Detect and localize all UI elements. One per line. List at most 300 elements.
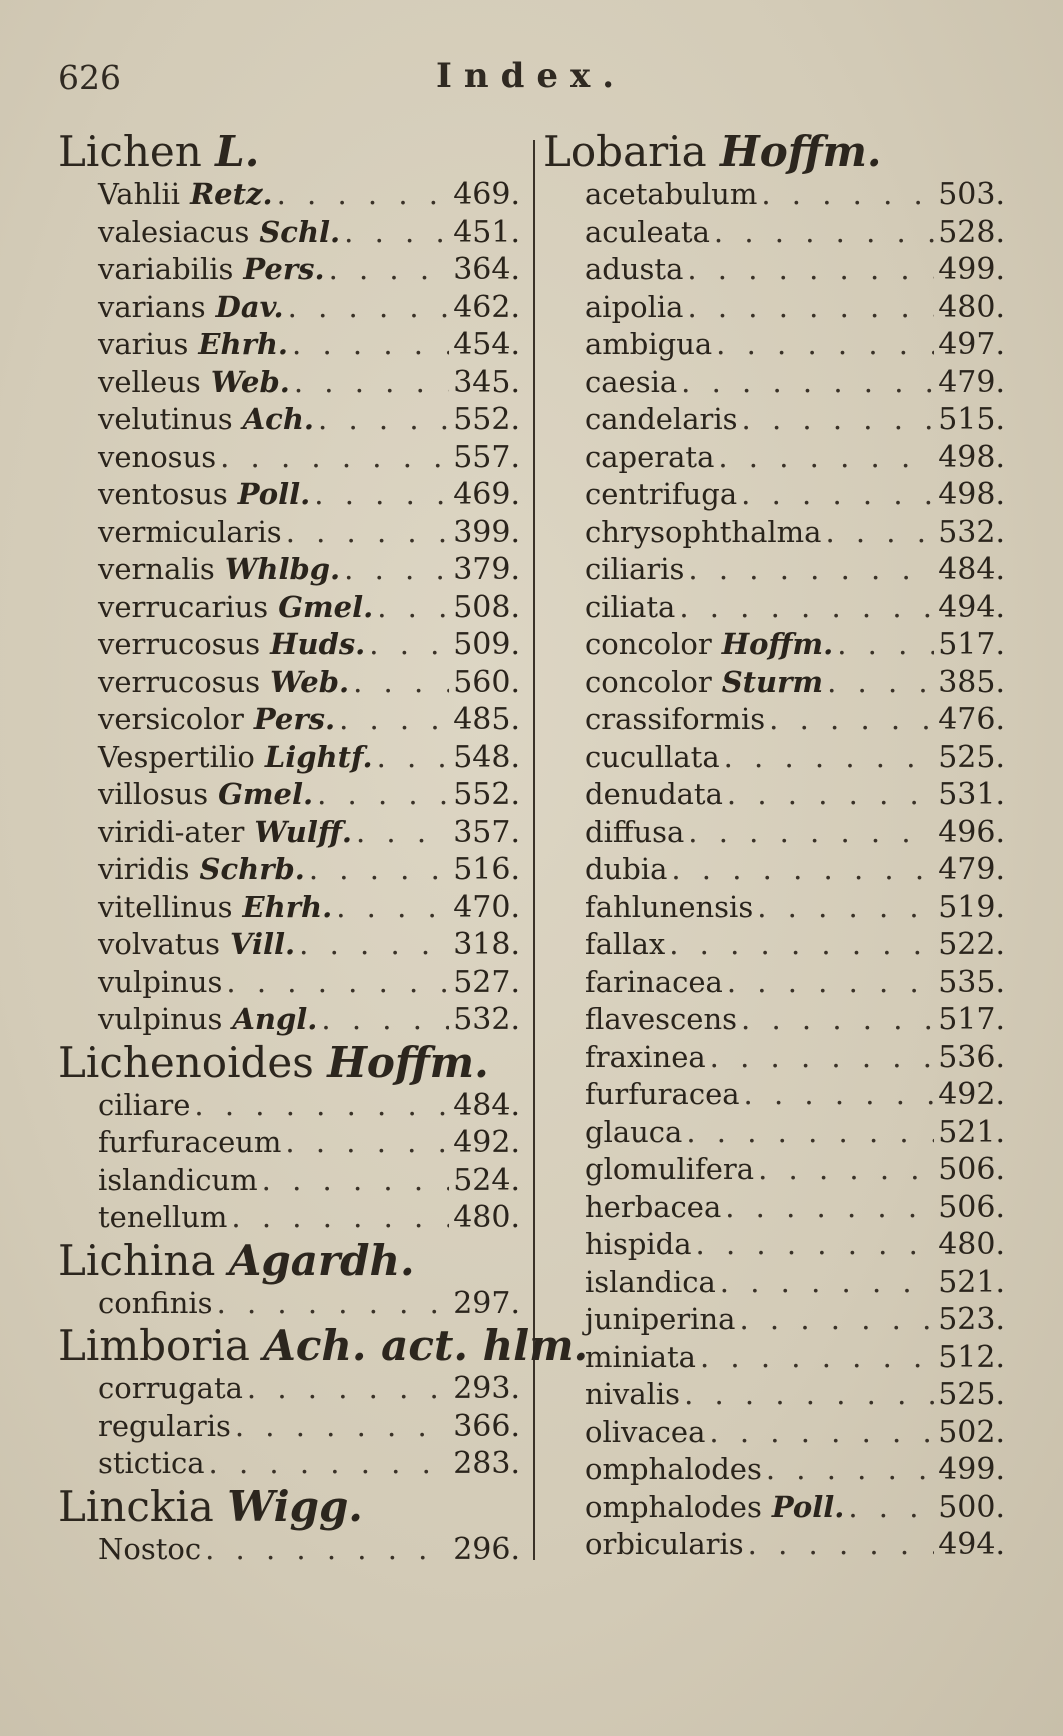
genus-heading [58, 1237, 520, 1285]
index-entry [98, 401, 520, 439]
index-entry [98, 776, 520, 814]
dot-leader [344, 551, 449, 589]
page-reference: 516. [453, 852, 520, 887]
species-author: Ehrh. [198, 327, 289, 361]
index-entry [98, 514, 520, 552]
species-name: diffusa [585, 814, 685, 849]
dot-leader [724, 739, 935, 777]
species-name: regularis [98, 1408, 231, 1443]
genus-name: Linckia [58, 1481, 214, 1531]
species-name: ciliare [98, 1087, 191, 1122]
species-author: Ach. [242, 402, 315, 436]
species-name: omphalodes [585, 1489, 762, 1524]
page-reference: 524. [453, 1162, 520, 1198]
page-reference: 366. [453, 1408, 520, 1444]
index-entry [585, 251, 1005, 289]
page-reference: 497. [938, 327, 1005, 362]
dot-leader [720, 1264, 934, 1302]
species-name: dubia [585, 852, 668, 886]
index-entry [585, 664, 1005, 702]
page-header [58, 56, 627, 110]
species-name: vernalis [98, 552, 215, 586]
dot-leader [758, 1151, 934, 1189]
dot-leader [286, 514, 450, 552]
dot-leader [748, 1526, 935, 1564]
species-name: omphalodes [585, 1452, 762, 1486]
genus-author: Hoffm. [720, 127, 882, 176]
genus-name: Limboria [58, 1321, 250, 1370]
species-name: ciliaris [585, 552, 685, 586]
page-reference: 502. [938, 1414, 1005, 1450]
dot-leader [292, 326, 449, 364]
species-name: variabilis [98, 252, 234, 286]
index-entry [585, 1189, 1005, 1227]
dot-leader [353, 664, 449, 702]
dot-leader [769, 701, 934, 739]
page-reference: 293. [453, 1371, 520, 1406]
page-reference: 485. [453, 702, 520, 737]
species-author: Web. [210, 364, 290, 399]
dot-leader [681, 364, 934, 402]
species-name: aipolia [585, 289, 684, 324]
genus-heading [58, 1483, 520, 1531]
index-entry [98, 1531, 520, 1569]
page-reference: 462. [453, 289, 520, 325]
species-author: Schl. [259, 214, 341, 249]
page-reference: 532. [938, 514, 1005, 550]
page-reference: 451. [453, 214, 520, 250]
index-entry [585, 1151, 1005, 1189]
dot-leader [356, 814, 449, 852]
index-entry [585, 1301, 1005, 1339]
species-name: Vespertilio [98, 739, 255, 774]
species-name: hispida [585, 1227, 692, 1261]
left-column [58, 127, 589, 1568]
species-name: venosus [98, 439, 217, 474]
index-entry [98, 1370, 520, 1408]
index-entry [585, 1414, 1005, 1452]
index-entry [585, 626, 1005, 664]
genus-heading [58, 128, 520, 176]
dot-leader [686, 1114, 934, 1152]
index-entry [98, 1445, 520, 1483]
species-author: Wulff. [254, 814, 352, 849]
index-entry [585, 1076, 1005, 1114]
index-entry [585, 589, 1005, 627]
species-name: islandicum [98, 1162, 258, 1197]
right-column [543, 128, 1005, 1564]
page-reference: 503. [938, 177, 1005, 212]
page-reference: 399. [453, 514, 520, 550]
genus-name: Lichina [58, 1235, 216, 1285]
index-entry [98, 1001, 520, 1039]
dot-leader [339, 701, 449, 739]
dot-leader [226, 964, 449, 1002]
species-name: glomulifera [585, 1152, 755, 1186]
page-reference: 517. [938, 1002, 1005, 1037]
species-name: stictica [98, 1446, 205, 1480]
page-reference: 557. [453, 439, 520, 475]
page-reference: 379. [453, 552, 520, 587]
species-name: versicolor [98, 702, 244, 736]
species-name: confinis [98, 1285, 213, 1320]
index-entry [585, 1264, 1005, 1302]
page-reference: 494. [938, 589, 1005, 625]
dot-leader [377, 739, 450, 777]
dot-leader [321, 1001, 449, 1039]
species-name: vitellinus [98, 889, 233, 924]
dot-leader [687, 289, 934, 327]
index-entry [98, 551, 520, 589]
page-reference: 519. [938, 889, 1005, 925]
dot-leader [837, 626, 934, 664]
dot-leader [727, 964, 934, 1002]
dot-leader [336, 889, 449, 927]
species-name: chrysophthalma [585, 514, 822, 549]
page-reference: 552. [453, 777, 520, 812]
species-name: olivacea [585, 1414, 706, 1449]
species-name: fallax [585, 927, 666, 961]
dot-leader [718, 439, 934, 477]
dot-leader [848, 1489, 934, 1527]
species-name: velleus [98, 364, 201, 399]
dot-leader [688, 551, 934, 589]
page-reference: 548. [453, 739, 520, 775]
index-entry [585, 1039, 1005, 1077]
genus-name: Lichenoides [58, 1037, 314, 1087]
dot-leader [688, 814, 934, 852]
species-name: crassiformis [585, 702, 766, 736]
index-entry [585, 1114, 1005, 1152]
page-reference: 536. [938, 1039, 1005, 1075]
index-entry [585, 364, 1005, 402]
species-name: varius [98, 327, 189, 361]
species-author: Retz. [190, 177, 273, 211]
genus-name: Lobaria [543, 127, 707, 176]
dot-leader [285, 1124, 449, 1162]
species-name: ventosus [98, 477, 228, 511]
species-name: candelaris [585, 402, 738, 436]
dot-leader [739, 1301, 934, 1339]
dot-leader [725, 1189, 934, 1227]
species-name: flavescens [585, 1002, 738, 1036]
page-reference: 297. [453, 1285, 520, 1321]
page-reference: 525. [938, 739, 1005, 775]
species-author: Pers. [243, 252, 325, 286]
genus-author: Hoffm. [327, 1037, 489, 1087]
page-reference: 494. [938, 1527, 1005, 1562]
species-author: Lightf. [264, 739, 373, 774]
index-entry [585, 1226, 1005, 1264]
page-reference: 296. [453, 1531, 520, 1567]
dot-leader [825, 514, 934, 552]
dot-leader [317, 776, 449, 814]
species-author: Poll. [237, 477, 311, 511]
index-entry [585, 401, 1005, 439]
index-entry [98, 739, 520, 777]
index-entry [98, 364, 520, 402]
dot-leader [318, 401, 449, 439]
page-reference: 535. [938, 964, 1005, 1000]
species-name: tenellum [98, 1200, 228, 1234]
page-reference: 528. [938, 214, 1005, 250]
dot-leader [687, 251, 934, 289]
genus-author: L. [215, 127, 260, 176]
dot-leader [194, 1087, 449, 1125]
dot-leader [741, 1001, 934, 1039]
species-name: furfuraceum [98, 1125, 282, 1159]
genus-author: Agardh. [228, 1235, 415, 1285]
species-name: ambigua [585, 327, 713, 361]
index-entry [98, 1285, 520, 1323]
species-name: caesia [585, 364, 678, 399]
genus-author: Ach. act. hlm. [263, 1321, 589, 1370]
page-reference: 479. [938, 364, 1005, 400]
page-reference: 517. [938, 627, 1005, 662]
page-reference: 508. [453, 589, 520, 625]
dot-leader [671, 851, 934, 889]
species-name: valesiacus [98, 214, 250, 249]
dot-leader [742, 401, 935, 439]
dot-leader [344, 214, 449, 252]
genus-heading [58, 1321, 589, 1370]
genus-heading [543, 128, 1005, 176]
index-entry [585, 814, 1005, 852]
page-reference: 480. [938, 1227, 1005, 1262]
species-name: ciliata [585, 589, 676, 624]
species-name: orbicularis [585, 1527, 744, 1561]
page-reference: 506. [938, 1189, 1005, 1225]
dot-leader [288, 289, 450, 327]
index-entry [585, 701, 1005, 739]
index-entry [585, 514, 1005, 552]
dot-leader [262, 1162, 450, 1200]
species-name: vulpinus [98, 1002, 223, 1036]
dot-leader [716, 326, 934, 364]
page-reference: 492. [938, 1077, 1005, 1112]
index-entry [585, 439, 1005, 477]
index-entry [585, 926, 1005, 964]
page-reference: 532. [453, 1002, 520, 1037]
index-entry [585, 851, 1005, 889]
page-reference: 498. [938, 439, 1005, 475]
species-name: corrugata [98, 1371, 243, 1405]
page-reference: 476. [938, 702, 1005, 737]
page-reference: 364. [453, 252, 520, 287]
index-entry [98, 889, 520, 927]
index-entry [585, 551, 1005, 589]
species-author: Dav. [215, 289, 284, 324]
genus-author: Wigg. [227, 1481, 363, 1531]
species-name: juniperina [585, 1302, 736, 1336]
dot-leader [669, 926, 934, 964]
index-entry [98, 1408, 520, 1446]
index-entry [98, 926, 520, 964]
index-entry [98, 326, 520, 364]
page-reference: 318. [453, 927, 520, 962]
index-entry [98, 1199, 520, 1237]
page-reference: 484. [938, 552, 1005, 587]
species-name: glauca [585, 1114, 683, 1149]
index-entry [585, 289, 1005, 327]
index-entry [585, 889, 1005, 927]
species-name: furfuracea [585, 1077, 740, 1111]
page-reference: 521. [938, 1264, 1005, 1300]
index-entry [98, 1162, 520, 1200]
page-reference: 385. [938, 664, 1005, 700]
species-name: islandica [585, 1264, 716, 1299]
species-name: viridi-ater [98, 814, 245, 849]
index-entry [585, 739, 1005, 777]
index-entry [585, 476, 1005, 514]
page-reference: 515. [938, 402, 1005, 437]
index-entry [585, 1376, 1005, 1414]
index-entry [585, 1001, 1005, 1039]
species-name: velutinus [98, 402, 233, 436]
page-reference: 522. [938, 927, 1005, 962]
index-entry [98, 1124, 520, 1162]
dot-leader [761, 176, 934, 214]
index-entry [98, 289, 520, 327]
index-entry [98, 964, 520, 1002]
species-author: Huds. [270, 627, 366, 661]
species-name: centrifuga [585, 477, 738, 511]
species-name: viridis [98, 852, 190, 886]
dot-leader [714, 214, 934, 252]
dot-leader [766, 1451, 934, 1489]
dot-leader [294, 364, 449, 402]
index-entry [98, 439, 520, 477]
index-entry [98, 1087, 520, 1125]
index-entry [98, 814, 520, 852]
species-author: Angl. [232, 1002, 318, 1036]
species-name: cucullata [585, 739, 720, 774]
page-reference: 345. [453, 364, 520, 400]
species-author: Hoffm. [721, 627, 834, 661]
species-author: Gmel. [278, 589, 374, 624]
dot-leader [277, 176, 450, 214]
species-name: vulpinus [98, 964, 223, 999]
page-reference: 357. [453, 814, 520, 850]
species-name: caperata [585, 439, 715, 474]
index-entry [585, 326, 1005, 364]
page-reference: 470. [453, 889, 520, 925]
page-reference: 512. [938, 1339, 1005, 1375]
page-reference: 283. [453, 1446, 520, 1481]
dot-leader [700, 1339, 934, 1377]
page-reference: 492. [453, 1125, 520, 1160]
dot-leader [209, 1445, 450, 1483]
page-reference: 527. [453, 964, 520, 1000]
species-name: denudata [585, 777, 723, 811]
index-entry [98, 214, 520, 252]
page-reference: 560. [453, 664, 520, 700]
page-reference: 509. [453, 627, 520, 662]
dot-leader [231, 1199, 449, 1237]
dot-leader [220, 439, 449, 477]
species-name: Vahlii [98, 177, 181, 211]
species-name: Nostoc [98, 1531, 202, 1566]
page-reference: 480. [938, 289, 1005, 325]
index-entry [98, 851, 520, 889]
page-reference: 498. [938, 477, 1005, 512]
dot-leader [744, 1076, 935, 1114]
dot-leader [205, 1531, 449, 1569]
species-author: Vill. [230, 927, 296, 961]
species-name: nivalis [585, 1377, 681, 1411]
dot-leader [696, 1226, 935, 1264]
dot-leader [377, 589, 449, 627]
dot-leader [741, 476, 934, 514]
page-reference: 500. [938, 1489, 1005, 1525]
index-entry [585, 176, 1005, 214]
species-author: Sturm [721, 664, 824, 699]
species-name: miniata [585, 1339, 696, 1374]
page-reference: 469. [453, 177, 520, 212]
index-entry [98, 664, 520, 702]
index-entry [98, 626, 520, 664]
page-reference: 496. [938, 814, 1005, 850]
index-entry [585, 214, 1005, 252]
species-author: Web. [270, 664, 350, 699]
species-name: acetabulum [585, 177, 758, 211]
dot-leader [217, 1285, 450, 1323]
dot-leader [329, 251, 450, 289]
species-name: concolor [585, 627, 712, 661]
dot-leader [235, 1408, 449, 1446]
species-author: Ehrh. [242, 889, 333, 924]
species-name: vermicularis [98, 514, 282, 549]
page-reference: 499. [938, 252, 1005, 287]
species-author: Whlbg. [224, 552, 341, 586]
species-name: aculeata [585, 214, 710, 249]
species-name: verrucarius [98, 589, 269, 624]
species-name: herbacea [585, 1189, 722, 1224]
species-name: fraxinea [585, 1039, 706, 1074]
index-entry [585, 776, 1005, 814]
species-name: verrucosus [98, 627, 261, 661]
page-reference: 506. [938, 1152, 1005, 1187]
dot-leader [757, 889, 934, 927]
dot-leader [679, 589, 934, 627]
species-author: Gmel. [218, 777, 314, 811]
page-reference: 523. [938, 1302, 1005, 1337]
dot-leader [827, 664, 934, 702]
species-name: fahlunensis [585, 889, 754, 924]
page-reference: 525. [938, 1377, 1005, 1412]
page-reference: 479. [938, 852, 1005, 887]
index-entry [585, 1339, 1005, 1377]
dot-leader [709, 1414, 934, 1452]
page-reference: 454. [453, 327, 520, 362]
page-reference: 521. [938, 1114, 1005, 1150]
index-entry [585, 1526, 1005, 1564]
dot-leader [314, 476, 449, 514]
index-entry [585, 1489, 1005, 1527]
dot-leader [710, 1039, 935, 1077]
dot-leader [369, 626, 449, 664]
index-entry [585, 1451, 1005, 1489]
dot-leader [299, 926, 449, 964]
page-reference: 552. [453, 402, 520, 437]
running-title: Index. [436, 56, 627, 96]
page-reference: 531. [938, 777, 1005, 812]
species-name: farinacea [585, 964, 723, 999]
page-reference: 484. [453, 1087, 520, 1123]
species-name: varians [98, 289, 206, 324]
dot-leader [684, 1376, 934, 1414]
species-name: verrucosus [98, 664, 261, 699]
